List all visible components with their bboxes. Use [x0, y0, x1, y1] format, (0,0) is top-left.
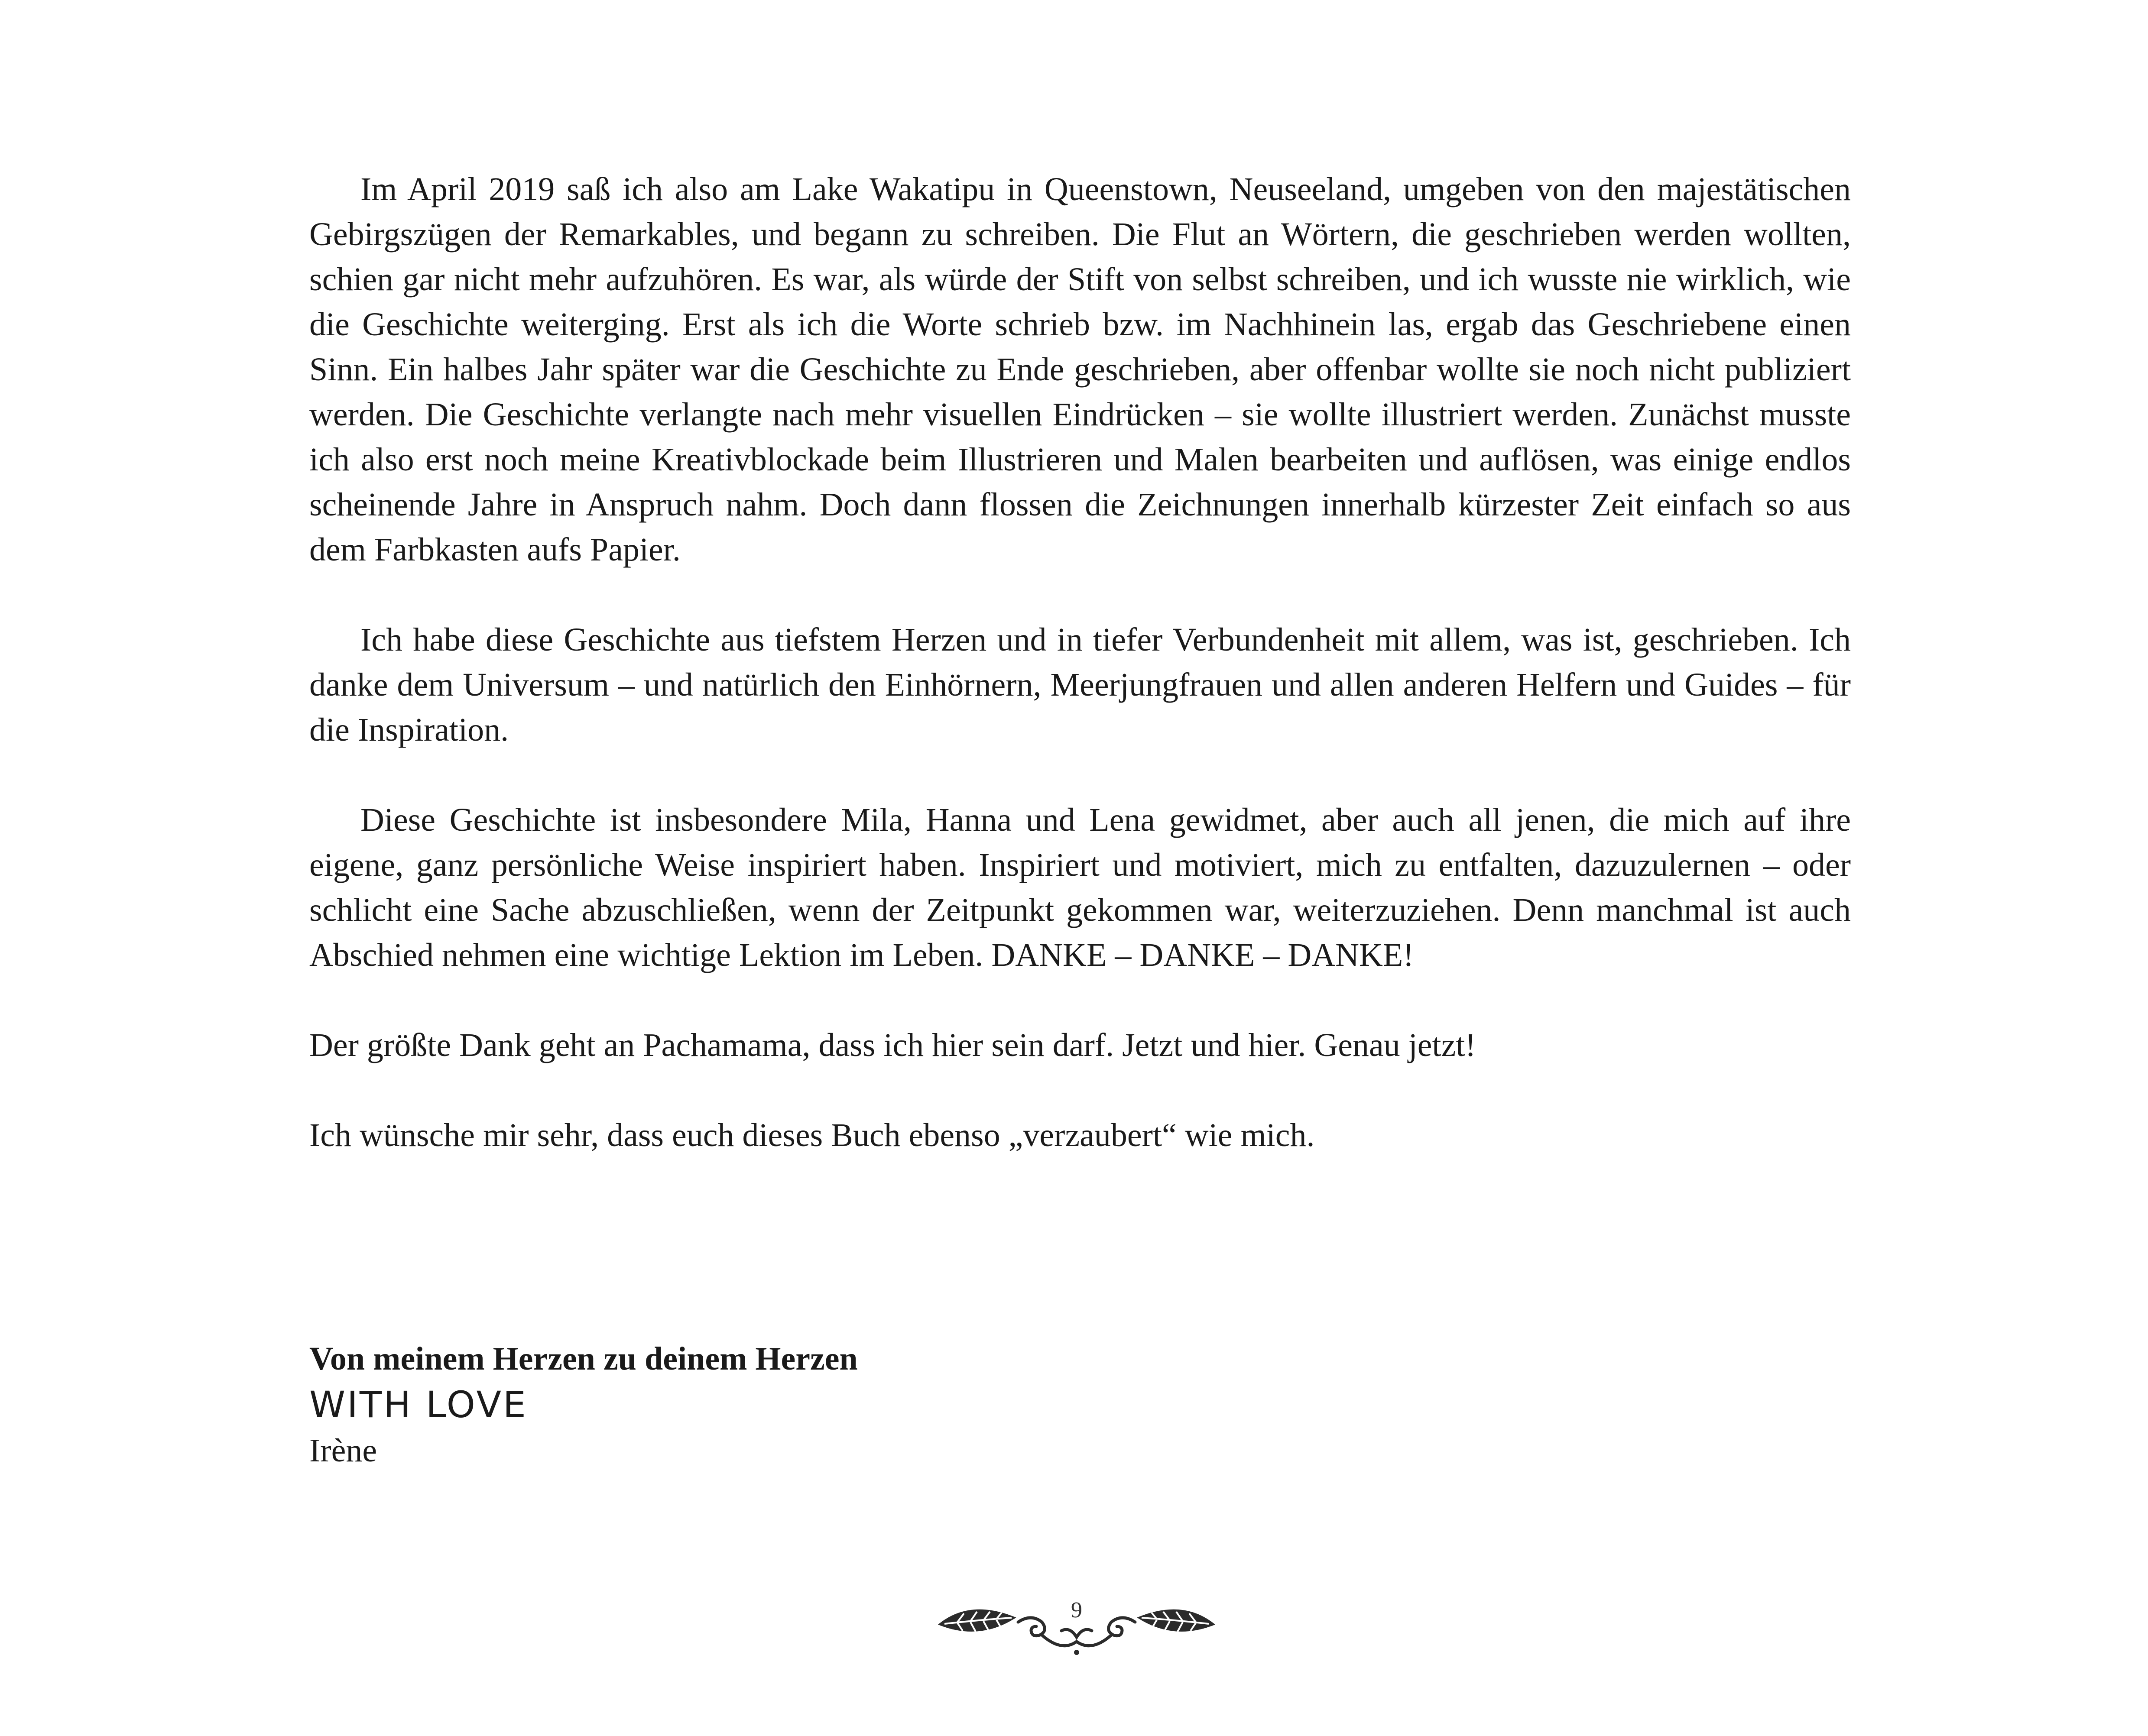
signature-with-love: WITH LOVE — [309, 1383, 528, 1426]
paragraph-spacer — [309, 1068, 1851, 1113]
paragraph-4: Der größte Dank geht an Pachamama, dass ich hier sein darf. Jetzt und hier. Genau jetzt! — [309, 1027, 1476, 1063]
paragraph-spacer — [309, 978, 1851, 1023]
paragraph-2: Ich habe diese Geschichte aus tiefstem Herzen und in tiefer Verbundenheit mit allem, was ist, geschrieben. Ich danke dem Universum – und natürlich den Einhörnern, Meerjungfrauen und allen anderen Helfern und Guides – für die Inspiration. — [309, 622, 1851, 748]
paragraph-3: Diese Geschichte ist insbesondere Mila, Hanna und Lena gewidmet, aber auch all jenen, die mich auf ihre eigene, ganz persönliche Weise inspiriert haben. Inspiriert und motiviert, mich zu entfalten, dazuzulernen – oder schlicht eine Sache abzuschließen, wenn der Zeitpunkt gekommen war, weiterzuziehen. Denn manchmal ist auch Abschied nehmen eine wichtige Lektion im Leben. DANKE – DANKE – DANKE! — [309, 802, 1851, 973]
paragraph-1: Im April 2019 saß ich also am Lake Wakatipu in Queenstown, Neuseeland, umgeben von den majestätischen Gebirgszügen der Remarkables, und begann zu schreiben. Die Flut an Wörtern, die geschrieben werden wollten, schien gar nicht mehr aufzuhören. Es war, als würde der Stift von selbst schreiben, und ich wusste nie wirklich, wie die Geschichte weiterging. Erst als ich die Worte schrieb bzw. im Nachhinein las, ergab das Geschriebene einen Sinn. Ein halbes Jahr später war die Geschichte zu Ende geschrieben, aber offenbar wollte sie noch nicht publiziert werden. Die Geschichte verlangte nach mehr visuellen Eindrücken – sie wollte illustriert werden. Zunächst musste ich also erst noch meine Kreativblockade beim Illustrieren und Malen bearbeiten und auflösen, was einige endlos scheinende Jahre in Anspruch nahm. Doch dann flossen die Zeichnungen innerhalb kürzester Zeit einfach so aus dem Farbkasten aufs Papier. — [309, 171, 1851, 568]
paragraph-spacer — [309, 572, 1851, 617]
signature-block — [309, 1336, 1609, 1473]
paragraph-spacer — [309, 752, 1851, 797]
page-number: 9 — [1071, 1598, 1082, 1623]
body-text — [309, 167, 1851, 1158]
signature-dedication: Von meinem Herzen zu deinem Herzen — [309, 1341, 858, 1377]
signature-name: Irène — [309, 1432, 377, 1469]
paragraph-5: Ich wünsche mir sehr, dass euch dieses Buch ebenso „verzaubert“ wie mich. — [309, 1117, 1315, 1153]
